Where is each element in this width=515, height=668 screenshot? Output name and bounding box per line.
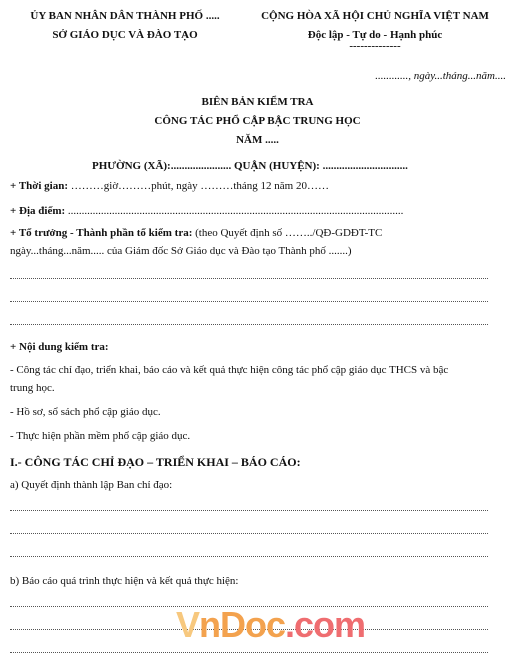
content-item-2: - Hồ sơ, sổ sách phổ cập giáo dục. xyxy=(10,406,161,418)
place-value: .......................................................................................................................... xyxy=(65,205,404,217)
fill-line xyxy=(10,301,488,302)
fill-line xyxy=(10,510,488,511)
leader-value: (theo Quyết định số ……../QĐ-GDĐT-TC xyxy=(192,227,383,239)
time-value: ………giờ………phút, ngày ………tháng 12 năm 20…… xyxy=(68,180,329,192)
date-line: ............, ngày...tháng...năm.... xyxy=(375,70,506,82)
document-year: NĂM ..... xyxy=(236,134,279,146)
time-label: + Thời gian: xyxy=(10,180,69,192)
fill-line xyxy=(10,324,488,325)
section-1b-label: b) Báo cáo quá trình thực hiện và kết quả thực hiện: xyxy=(10,575,239,587)
fill-line xyxy=(10,652,488,653)
watermark-part-3: .com xyxy=(285,604,366,645)
national-motto: Độc lập - Tự do - Hạnh phúc xyxy=(307,29,443,41)
fill-line xyxy=(10,533,488,534)
national-title: CỘNG HÒA XÃ HỘI CHỦ NGHĨA VIỆT NAM xyxy=(261,10,489,22)
content-label: + Nội dung kiểm tra: xyxy=(10,341,109,353)
department-name: SỞ GIÁO DỤC VÀ ĐÀO TẠO xyxy=(52,29,198,41)
section-1-heading: I.- CÔNG TÁC CHỈ ĐẠO – TRIỂN KHAI – BÁO CÁO: xyxy=(10,455,301,469)
content-item-1-cont: trung học. xyxy=(10,382,55,394)
fill-line xyxy=(10,556,488,557)
document-title: BIÊN BẢN KIỂM TRA xyxy=(201,96,314,108)
vndoc-watermark-logo xyxy=(176,604,365,646)
watermark-part-2: nDoc xyxy=(199,604,286,645)
fill-line xyxy=(10,278,488,279)
motto-underline: -------------- xyxy=(349,40,401,52)
leader-decision-line: ngày...tháng...năm..... của Giám đốc Sở Giáo dục và Đào tạo Thành phố .......) xyxy=(10,245,352,257)
leader-label: + Tổ trưởng - Thành phần tổ kiểm tra: xyxy=(10,227,193,239)
time-field xyxy=(10,180,329,192)
leader-field xyxy=(10,227,382,239)
content-item-3: - Thực hiện phần mềm phổ cập giáo dục. xyxy=(10,430,191,442)
place-field xyxy=(10,205,403,217)
document-subtitle: CÔNG TÁC PHỔ CẬP BẬC TRUNG HỌC xyxy=(154,115,361,127)
section-1a-label: a) Quyết định thành lập Ban chỉ đạo: xyxy=(10,479,173,491)
watermark-part-1: V xyxy=(176,604,200,645)
ward-district-line: PHƯỜNG (XÃ):...................... QUẬN (HUYỆN): ............................... xyxy=(92,160,408,172)
content-item-1: - Công tác chỉ đạo, triển khai, báo cáo và kết quả thực hiện công tác phổ cập giáo dục THCS và bậc xyxy=(10,364,449,376)
place-label: + Địa điểm: xyxy=(10,205,66,217)
agency-name: ỦY BAN NHÂN DÂN THÀNH PHỐ ..... xyxy=(30,10,220,22)
